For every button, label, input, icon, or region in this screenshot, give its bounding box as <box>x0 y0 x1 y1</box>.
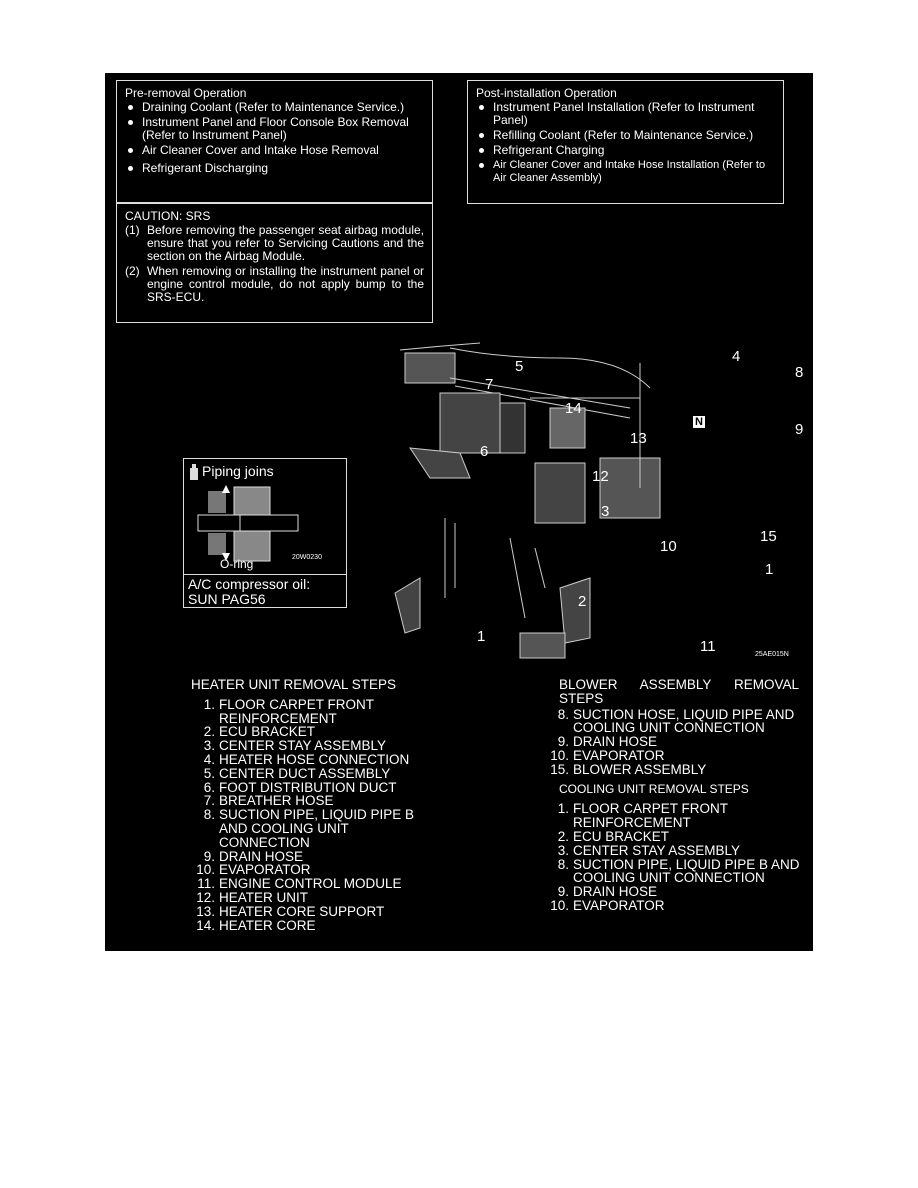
step-item <box>191 794 441 808</box>
step-text: ENGINE CONTROL MODULE <box>219 876 402 892</box>
step-text: DRAIN HOSE <box>573 734 658 750</box>
step-item <box>545 858 803 886</box>
step-item <box>545 708 803 736</box>
step-number: 10. <box>550 747 569 763</box>
step-text: ECU BRACKET <box>573 828 670 844</box>
step-text: CENTER STAY ASSEMBLY <box>219 738 387 754</box>
step-item <box>191 863 441 877</box>
caution-text: Before removing the passenger seat airbag module, ensure that you refer to Servicing Cautions and the section on the Airbag Module. <box>147 223 424 263</box>
callout-label: 15 <box>760 528 777 545</box>
step-number: 11. <box>197 876 215 892</box>
step-text: SUCTION PIPE, LIQUID PIPE B AND COOLING UNIT CONNECTION <box>573 856 800 886</box>
caution-title: CAUTION: SRS <box>125 209 211 223</box>
step-number: 2. <box>557 828 569 844</box>
marker-n: N <box>695 416 703 428</box>
step-item <box>191 767 441 781</box>
pre-removal-item: Instrument Panel and Floor Console Box Removal (Refer to Instrument Panel) <box>125 116 424 142</box>
step-number: 13. <box>196 903 215 919</box>
piping-title: Piping joins <box>202 463 274 479</box>
step-number: 3. <box>557 842 569 858</box>
pre-removal-box <box>116 80 433 203</box>
step-text: HEATER UNIT <box>219 889 309 905</box>
step-item <box>191 753 441 767</box>
step-item <box>545 735 803 749</box>
callout-label: 1 <box>477 628 486 645</box>
exploded-view-diagram <box>360 338 805 668</box>
step-text: EVAPORATOR <box>573 897 665 913</box>
step-number: 1. <box>557 801 569 817</box>
step-number: 14. <box>196 917 215 933</box>
post-installation-item: Refrigerant Charging <box>476 144 775 157</box>
step-item <box>545 899 803 913</box>
step-item <box>191 698 441 726</box>
step-text: DRAIN HOSE <box>219 848 304 864</box>
step-text: HEATER CORE SUPPORT <box>219 903 385 919</box>
step-item <box>545 749 803 763</box>
callout-label: 3 <box>601 503 610 520</box>
caution-number: (1) <box>125 223 140 237</box>
caution-item <box>125 265 424 304</box>
illustration-code: 20W0230 <box>292 554 322 561</box>
step-number: 8. <box>203 807 215 823</box>
step-item <box>545 885 803 899</box>
step-text: DRAIN HOSE <box>573 884 658 900</box>
post-installation-box <box>467 80 784 204</box>
step-number: 12. <box>196 889 215 905</box>
step-text: BREATHER HOSE <box>219 793 334 809</box>
step-number: 1. <box>203 696 215 712</box>
callout-label: 7 <box>485 376 494 393</box>
step-text: FLOOR CARPET FRONT REINFORCEMENT <box>219 696 374 726</box>
step-number: 9. <box>557 884 569 900</box>
step-item <box>545 830 803 844</box>
pipe-joint-illustration <box>194 485 304 565</box>
callout-label: 8 <box>795 364 804 381</box>
procedure-figure <box>105 73 813 951</box>
step-text: SUCTION HOSE, LIQUID PIPE AND COOLING UNIT CONNECTION <box>573 706 795 736</box>
step-number: 10. <box>196 862 215 878</box>
component-drawing <box>360 338 805 668</box>
post-installation-item: Refilling Coolant (Refer to Maintenance Service.) <box>476 129 775 142</box>
callout-label: 5 <box>515 358 524 375</box>
oil-can-icon <box>189 464 199 480</box>
blower-assembly-steps <box>545 678 803 913</box>
blower-steps-title: BLOWER ASSEMBLY REMOVAL STEPS <box>559 677 799 706</box>
piping-joins-box <box>183 458 347 608</box>
step-text: BLOWER ASSEMBLY <box>573 761 707 777</box>
step-item <box>191 905 441 919</box>
step-number: 4. <box>203 751 215 767</box>
caution-number: (2) <box>125 264 140 278</box>
step-item <box>191 781 441 795</box>
caution-item <box>125 224 424 263</box>
step-number: 10. <box>550 897 569 913</box>
step-item <box>545 844 803 858</box>
caution-box <box>116 203 433 323</box>
callout-label: 2 <box>578 593 587 610</box>
step-number: 5. <box>203 765 215 781</box>
callout-label: 14 <box>565 400 582 417</box>
diagram-code: 25AE015N <box>755 651 789 658</box>
oil-label: A/C compressor oil: <box>188 576 311 592</box>
step-number: 6. <box>203 779 215 795</box>
step-item <box>191 725 441 739</box>
step-text: FOOT DISTRIBUTION DUCT <box>219 779 397 795</box>
step-text: EVAPORATOR <box>219 862 311 878</box>
step-item <box>191 808 441 849</box>
step-number: 7. <box>203 793 215 809</box>
pre-removal-title: Pre-removal Operation <box>125 86 247 100</box>
heater-unit-steps <box>191 678 441 932</box>
step-item <box>191 850 441 864</box>
pre-removal-item: Draining Coolant (Refer to Maintenance Service.) <box>125 101 424 114</box>
post-installation-item: Instrument Panel Installation (Refer to Instrument Panel) <box>476 101 775 127</box>
cooling-steps-title: COOLING UNIT REMOVAL STEPS <box>559 781 749 796</box>
step-text: HEATER HOSE CONNECTION <box>219 751 410 767</box>
step-text: SUCTION PIPE, LIQUID PIPE B AND COOLING UNIT CONNECTION <box>219 807 415 850</box>
caution-text: When removing or installing the instrument panel or engine control module, do not apply bump to the SRS-ECU. <box>147 264 424 304</box>
callout-label: 4 <box>732 348 741 365</box>
step-number: 2. <box>203 724 215 740</box>
pre-removal-item: Refrigerant Discharging <box>125 162 424 175</box>
step-item <box>191 891 441 905</box>
heater-steps-title: HEATER UNIT REMOVAL STEPS <box>191 677 397 692</box>
step-item <box>191 877 441 891</box>
step-text: FLOOR CARPET FRONT REINFORCEMENT <box>573 801 728 831</box>
callout-label: 9 <box>795 421 804 438</box>
callout-label: 11 <box>700 638 716 655</box>
step-text: HEATER CORE <box>219 917 316 933</box>
step-number: 8. <box>557 856 569 872</box>
step-text: CENTER STAY ASSEMBLY <box>573 842 741 858</box>
step-item <box>191 739 441 753</box>
step-item <box>545 763 803 777</box>
step-text: CENTER DUCT ASSEMBLY <box>219 765 391 781</box>
step-item <box>191 919 441 933</box>
step-number: 8. <box>557 706 569 722</box>
callout-label: 1 <box>765 561 774 578</box>
step-text: ECU BRACKET <box>219 724 316 740</box>
step-item <box>545 802 803 830</box>
o-ring-label: O-ring <box>220 557 254 571</box>
callout-label: 6 <box>480 443 489 460</box>
step-text: EVAPORATOR <box>573 747 665 763</box>
step-number: 9. <box>557 734 569 750</box>
post-installation-item: Air Cleaner Cover and Intake Hose Installation (Refer to Air Cleaner Assembly) <box>476 159 775 185</box>
step-number: 9. <box>203 848 215 864</box>
step-number: 3. <box>203 738 215 754</box>
post-installation-title: Post-installation Operation <box>476 86 617 100</box>
step-number: 15. <box>550 761 569 777</box>
pre-removal-item: Air Cleaner Cover and Intake Hose Removal <box>125 144 424 157</box>
callout-label: 10 <box>660 538 677 555</box>
callout-label: 12 <box>592 468 609 485</box>
oil-value: SUN PAG56 <box>188 591 266 607</box>
callout-label: 13 <box>630 430 647 447</box>
